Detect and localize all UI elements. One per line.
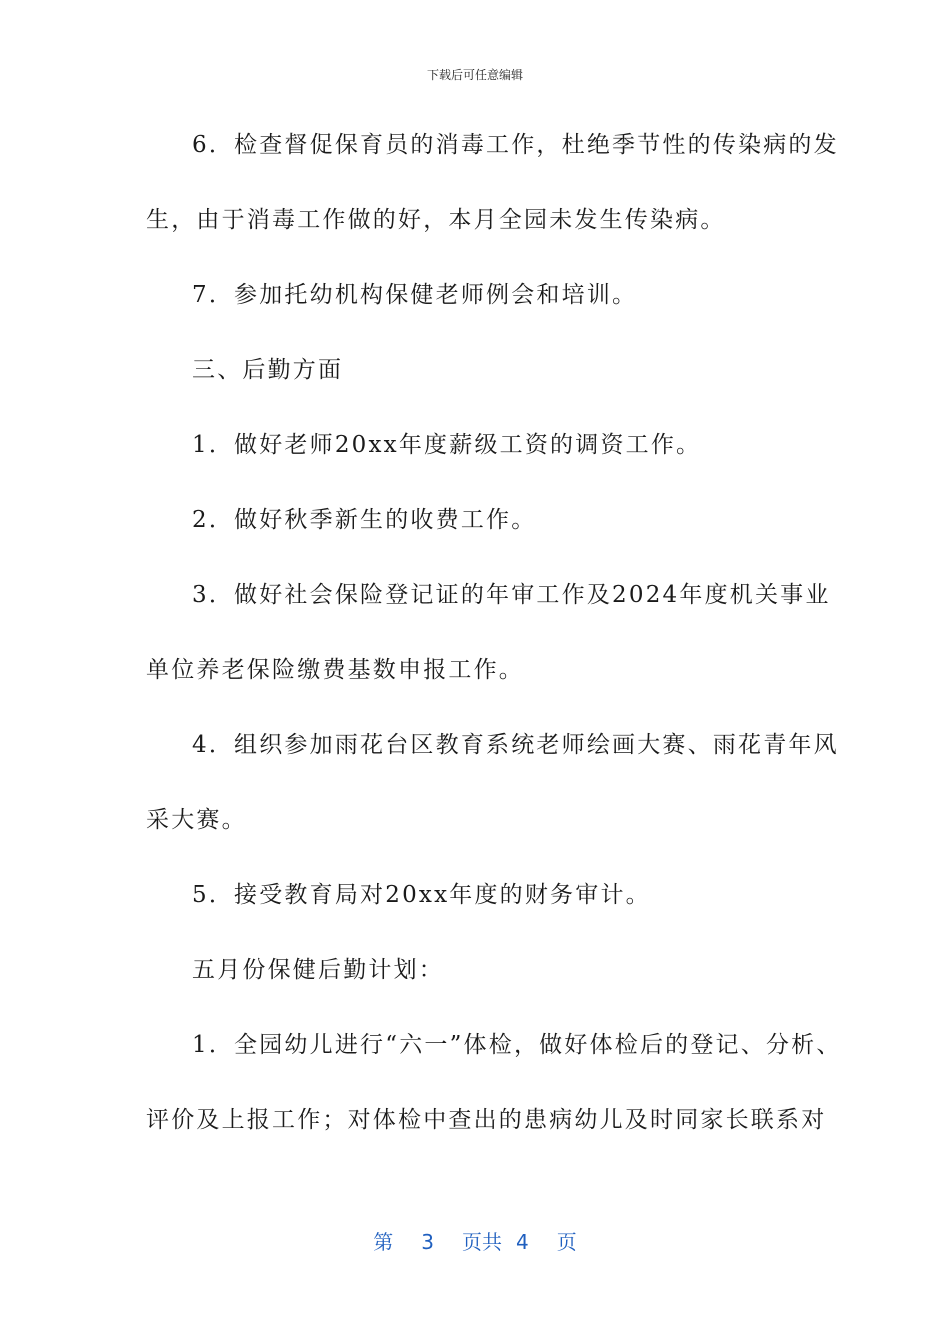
footer-middle: 页共	[462, 1230, 502, 1254]
paragraph-line: 3．做好社会保险登记证的年审工作及2024年度机关事业	[192, 582, 831, 608]
footer-prefix: 第	[373, 1230, 394, 1254]
paragraph-line: 1．做好老师20xx年度薪级工资的调资工作。	[192, 432, 702, 458]
section-heading: 五月份保健后勤计划：	[192, 957, 444, 983]
paragraph-line: 4．组织参加雨花台区教育系统老师绘画大赛、雨花青年风	[192, 732, 839, 758]
paragraph-line: 1．全园幼儿进行“六一”体检，做好体检后的登记、分析、	[192, 1032, 842, 1058]
page-footer	[0, 1226, 950, 1255]
footer-total-pages: 4	[516, 1230, 529, 1254]
footer-current-page: 3	[421, 1230, 434, 1254]
paragraph-line: 7．参加托幼机构保健老师例会和培训。	[192, 282, 638, 308]
paragraph-line: 6．检查督促保育员的消毒工作，杜绝季节性的传染病的发	[192, 132, 839, 158]
paragraph-line: 生，由于消毒工作做的好，本月全园未发生传染病。	[146, 207, 726, 233]
paragraph-line: 单位养老保险缴费基数申报工作。	[146, 657, 524, 683]
page-header: 下载后可任意编辑	[426, 68, 523, 82]
footer-suffix: 页	[556, 1230, 577, 1254]
paragraph-line: 5．接受教育局对20xx年度的财务审计。	[192, 882, 651, 908]
paragraph-line: 评价及上报工作；对体检中查出的患病幼儿及时同家长联系对	[146, 1107, 827, 1133]
paragraph-line: 2．做好秋季新生的收费工作。	[192, 507, 537, 533]
section-heading: 三、后勤方面	[192, 357, 344, 383]
paragraph-line: 采大赛。	[146, 807, 247, 833]
